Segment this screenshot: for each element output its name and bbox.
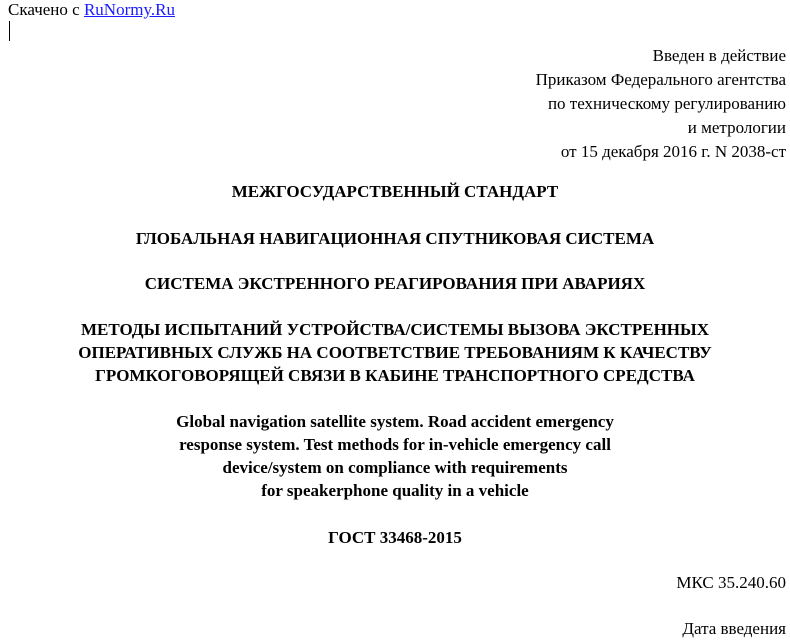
- download-source-line: [8, 0, 175, 20]
- introduction-line: от 15 декабря 2016 г. N 2038-ст: [560, 142, 786, 161]
- title-emergency-system: СИСТЕМА ЭКСТРЕННОГО РЕАГИРОВАНИЯ ПРИ АВАРИЯХ: [144, 274, 646, 293]
- introduction-block: [286, 44, 786, 164]
- gost-number: ГОСТ 33468-2015: [328, 528, 462, 547]
- english-title-line: response system. Test methods for in-vehicle emergency call: [179, 435, 611, 454]
- title-gnss: ГЛОБАЛЬНАЯ НАВИГАЦИОННАЯ СПУТНИКОВАЯ СИСТЕМА: [135, 229, 655, 248]
- title-line: ГРОМКОГОВОРЯЩЕЙ СВЯЗИ В КАБИНЕ ТРАНСПОРТНОГО СРЕДСТВА: [95, 366, 695, 385]
- mks-code: МКС 35.240.60: [676, 573, 786, 592]
- source-link[interactable]: RuNormy.Ru: [83, 0, 175, 19]
- title-line: ОПЕРАТИВНЫХ СЛУЖБ НА СООТВЕТСТВИЕ ТРЕБОВАНИЯМ К КАЧЕСТВУ: [78, 343, 712, 362]
- downloaded-prefix: Скачено с: [8, 0, 80, 19]
- intro-date-label: Дата введения: [682, 619, 786, 638]
- title-test-methods: [0, 318, 790, 387]
- introduction-line: Приказом Федерального агентства: [535, 70, 786, 89]
- standard-type-heading: МЕЖГОСУДАРСТВЕННЫЙ СТАНДАРТ: [231, 182, 559, 201]
- introduction-line: по техническому регулированию: [547, 94, 786, 113]
- text-cursor: [9, 21, 10, 41]
- title-line: МЕТОДЫ ИСПЫТАНИЙ УСТРОЙСТВА/СИСТЕМЫ ВЫЗОВА ЭКСТРЕННЫХ: [81, 320, 709, 339]
- english-title-line: device/system on compliance with requirements: [222, 458, 568, 477]
- english-title-line: for speakerphone quality in a vehicle: [261, 481, 529, 500]
- introduction-line: и метрологии: [687, 118, 786, 137]
- english-title-line: Global navigation satellite system. Road accident emergency: [176, 412, 614, 431]
- introduction-line: Введен в действие: [652, 46, 786, 65]
- english-title: [0, 410, 790, 502]
